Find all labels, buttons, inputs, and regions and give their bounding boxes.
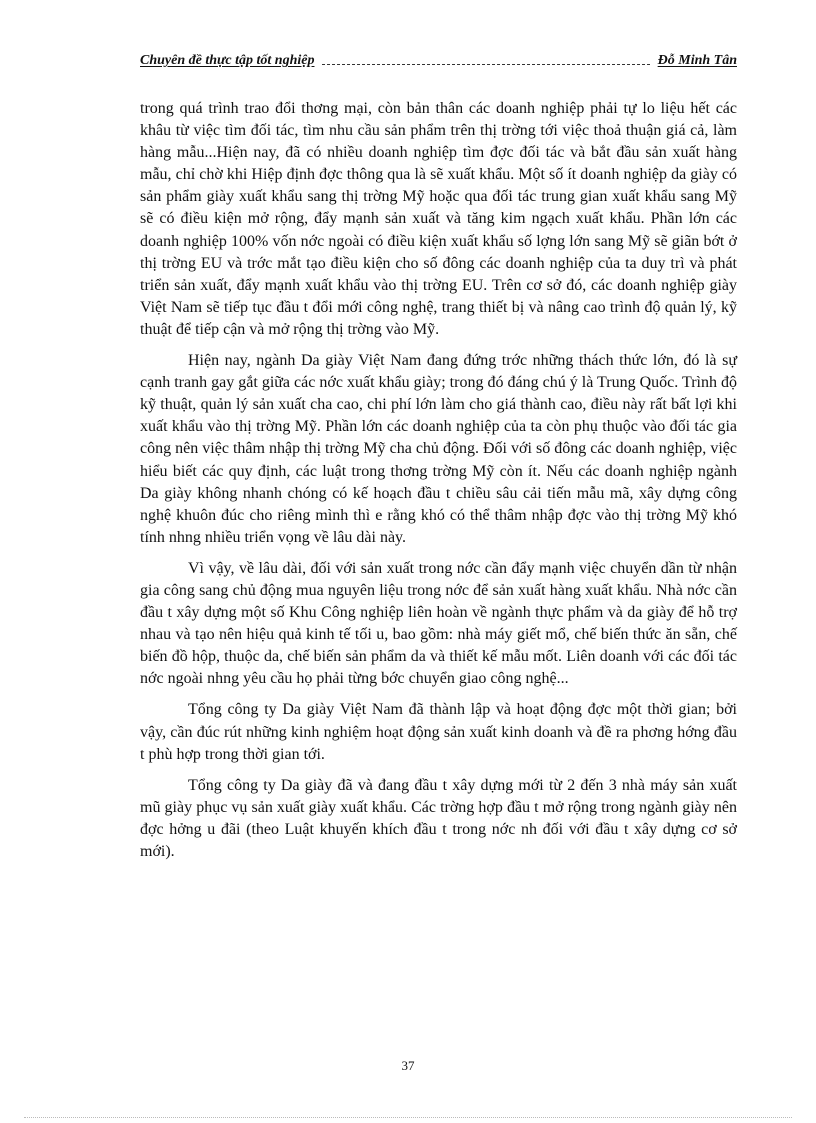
header-author: Đỗ Minh Tân [657, 53, 737, 68]
paragraph-long-term: Vì vậy, về lâu dài, đối với sản xuất trong nớc cần đẩy mạnh việc chuyển dần từ nhận gia công sang chủ động mua nguyên liệu trong nớc để sản xuất hàng xuất khẩu. Nhà nớc cần đầu t xây dựng một số Khu Công nghiệp liên hoàn về ngành thực phẩm và da giày để hỗ trợ nhau và tạo nên hiệu quả kinh tế tối u, bao gồm: nhà máy giết mổ, chế biến thức ăn sẵn, chế biến đồ hộp, thuộc da, chế biến sản phẩm da và thiết kế mẫu mốt. Liên doanh với các đối tác nớc ngoài nhng yêu cầu họ phải từng bớc chuyển giao công nghệ... [140, 559, 737, 688]
paragraph-investment: Tổng công ty Da giày đã và đang đầu t xây dựng mới từ 2 đến 3 nhà máy sản xuất mũ giày phục vụ sản xuất giày xuất khẩu. Các trờng hợp đầu t mở rộng trong ngành giày nên đợc hởng u đãi (theo Luật khuyến khích đầu t trong nớc nh đối với đầu t xây dựng cơ sở mới). [140, 776, 737, 860]
document-body [140, 98, 737, 872]
page-header [140, 49, 737, 69]
header-title: Chuyên đề thực tập tốt nghiệp [140, 53, 315, 68]
paragraph-corporation: Tổng công ty Da giày Việt Nam đã thành lập và hoạt động đợc một thời gian; bởi vậy, cần đúc rút những kinh nghiệm hoạt động sản xuất kinh doanh và đề ra phơng hớng đầu t phù hợp trong thời gian tới. [140, 701, 737, 763]
header-dashed-rule [322, 64, 649, 65]
footer-dotted-rule [24, 1117, 792, 1118]
paragraph-continued: trong quá trình trao đổi thơng mại, còn bản thân các doanh nghiệp phải tự lo liệu hết các khâu từ việc tìm đối tác, tìm nhu cầu sản phẩm trên thị trờng tới việc thoả thuận giá cả, làm hàng mẫu...Hiện nay, đã có nhiều doanh nghiệp tìm đợc đối tác và bắt đầu sản xuất hàng mẫu, chỉ chờ khi Hiệp định đợc thông qua là sẽ xuất khẩu. Một số ít doanh nghiệp da giày có sản phẩm giày xuất khẩu sang thị trờng Mỹ hoặc qua đối tác trung gian xuất khẩu sang Mỹ sẽ có điều kiện mở rộng, đẩy mạnh sản xuất và tăng kim ngạch xuất khẩu. Phần lớn các doanh nghiệp 100% vốn nớc ngoài có điều kiện xuất khẩu số lợng lớn sang Mỹ sẽ giãn bớt ở thị trờng EU và trớc mắt tạo điều kiện cho số đông các doanh nghiệp của ta duy trì và phát triển sản xuất, đẩy mạnh xuất khẩu vào thị trờng EU. Trên cơ sở đó, các doanh nghiệp giày Việt Nam sẽ tiếp tục đầu t đổi mới công nghệ, trang thiết bị và nâng cao trình độ quản lý, kỹ thuật để tiếp cận và mở rộng thị trờng vào Mỹ. [140, 100, 737, 338]
paragraph-challenges: Hiện nay, ngành Da giày Việt Nam đang đứng trớc những thách thức lớn, đó là sự cạnh tranh gay gắt giữa các nớc xuất khẩu giày; trong đó đáng chú ý là Trung Quốc. Trình độ kỹ thuật, quản lý sản xuất cha cao, chi phí lớn làm cho giá thành cao, điều này rất bất lợi khi xuất khẩu vào thị trờng Mỹ. Phần lớn các doanh nghiệp của ta còn phụ thuộc vào đối tác gia công nên việc thâm nhập thị trờng Mỹ cha chủ động. Đối với số đông các doanh nghiệp, việc hiểu biết các quy định, các luật trong thơng trờng Mỹ còn ít. Nếu các doanh nghiệp ngành Da giày không nhanh chóng có kế hoạch đầu t chiều sâu cải tiến mẫu mã, xây dựng công nghệ khuôn đúc cho riêng mình thì e rằng khó có thể thâm nhập đợc vào thị trờng Mỹ khó tính nhng nhiều triển vọng về lâu dài này. [140, 352, 737, 546]
page-number: 37 [401, 1058, 415, 1073]
